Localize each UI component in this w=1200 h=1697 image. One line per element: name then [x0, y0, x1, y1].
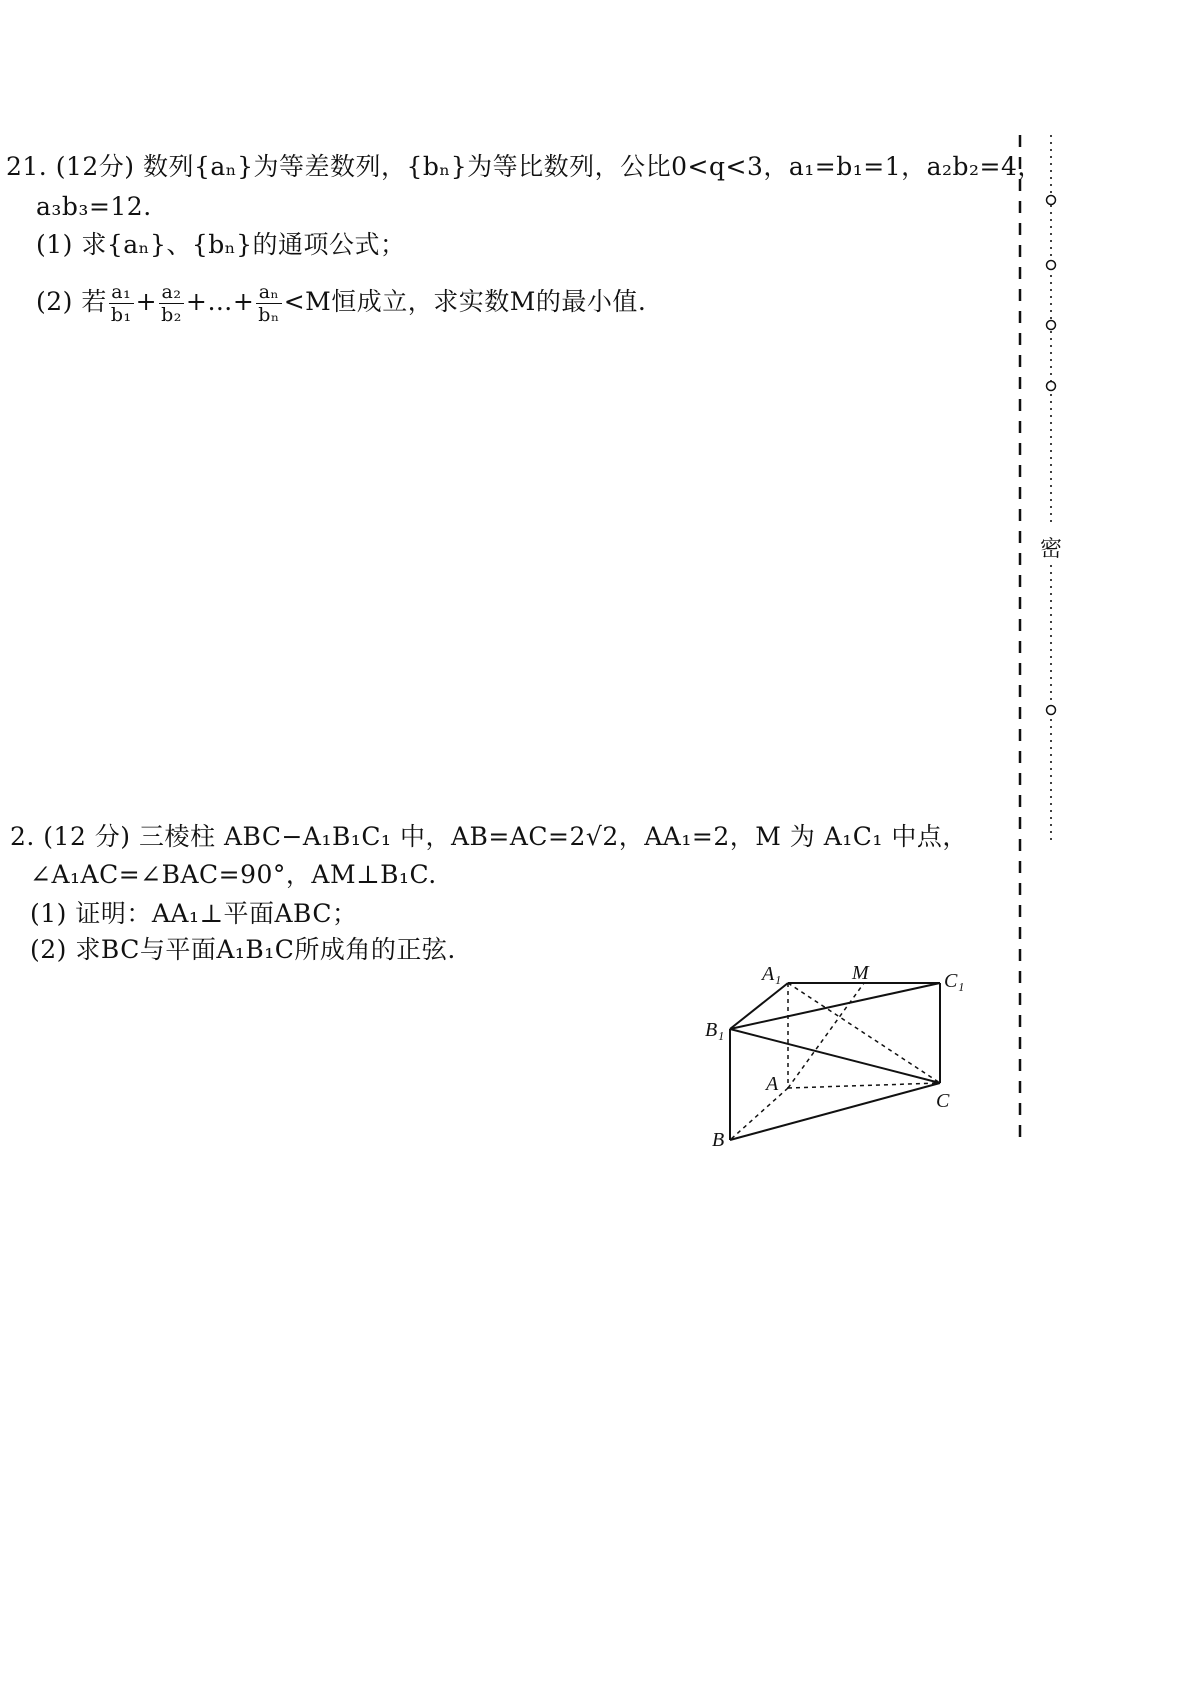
binding-hole	[1047, 382, 1056, 391]
label-b1: B₁	[705, 1019, 725, 1041]
q22-part2: (2) 求BC与平面A₁B₁C所成角的正弦.	[30, 935, 456, 964]
frac1-den: b₁	[110, 304, 132, 326]
frac2-den: b₂	[161, 304, 182, 326]
fraction-a1-b1	[109, 281, 134, 326]
label-m: M	[852, 962, 869, 984]
q22-line2: ∠A₁AC=∠BAC=90°，AM⊥B₁C.	[30, 860, 437, 889]
fraction-an-bn	[256, 281, 281, 326]
edge-b1-c	[730, 1029, 940, 1083]
q21-part2-suffix: <M恒成立，求实数M的最小值.	[283, 287, 647, 316]
label-a: A	[766, 1073, 779, 1095]
frac3-num: aₙ	[256, 281, 281, 304]
prism-figure	[700, 955, 980, 1155]
plus-sign: +	[135, 287, 158, 316]
fraction-a2-b2	[159, 281, 184, 326]
label-c1: C₁	[944, 970, 965, 992]
plus-ellipsis: +…+	[185, 287, 255, 316]
q21-part1: (1) 求{aₙ}、{bₙ}的通项公式；	[36, 230, 406, 259]
binding-hole	[1047, 321, 1056, 330]
q21-part2	[36, 272, 646, 332]
q21-line1: 21. (12分) 数列{aₙ}为等差数列，{bₙ}为等比数列，公比0<q<3，a₁=b₁=1，a₂b₂=4，	[6, 152, 1043, 181]
frac3-den: bₙ	[258, 304, 280, 326]
q22-part1: (1) 证明：AA₁⊥平面ABC；	[30, 899, 358, 928]
edge-a-c	[788, 1083, 940, 1088]
seal-char: 密	[1040, 537, 1063, 562]
frac1-num: a₁	[109, 281, 134, 304]
q21-line2: a₃b₃=12.	[36, 192, 152, 221]
label-a1: A₁	[762, 963, 782, 985]
label-c: C	[936, 1090, 950, 1112]
frac2-num: a₂	[159, 281, 184, 304]
q22-line1: 2. (12 分) 三棱柱 ABC−A₁B₁C₁ 中，AB=AC=2√2，AA₁=2，M 为 A₁C₁ 中点，	[10, 822, 968, 851]
q21-part2-prefix: (2) 若	[36, 287, 107, 316]
binding-hole	[1047, 706, 1056, 715]
label-b: B	[712, 1129, 725, 1151]
edge-a1-c	[788, 983, 940, 1083]
binding-hole	[1047, 196, 1056, 205]
binding-margin	[1000, 120, 1100, 1160]
binding-hole	[1047, 261, 1056, 270]
edge-a-m	[788, 983, 864, 1088]
